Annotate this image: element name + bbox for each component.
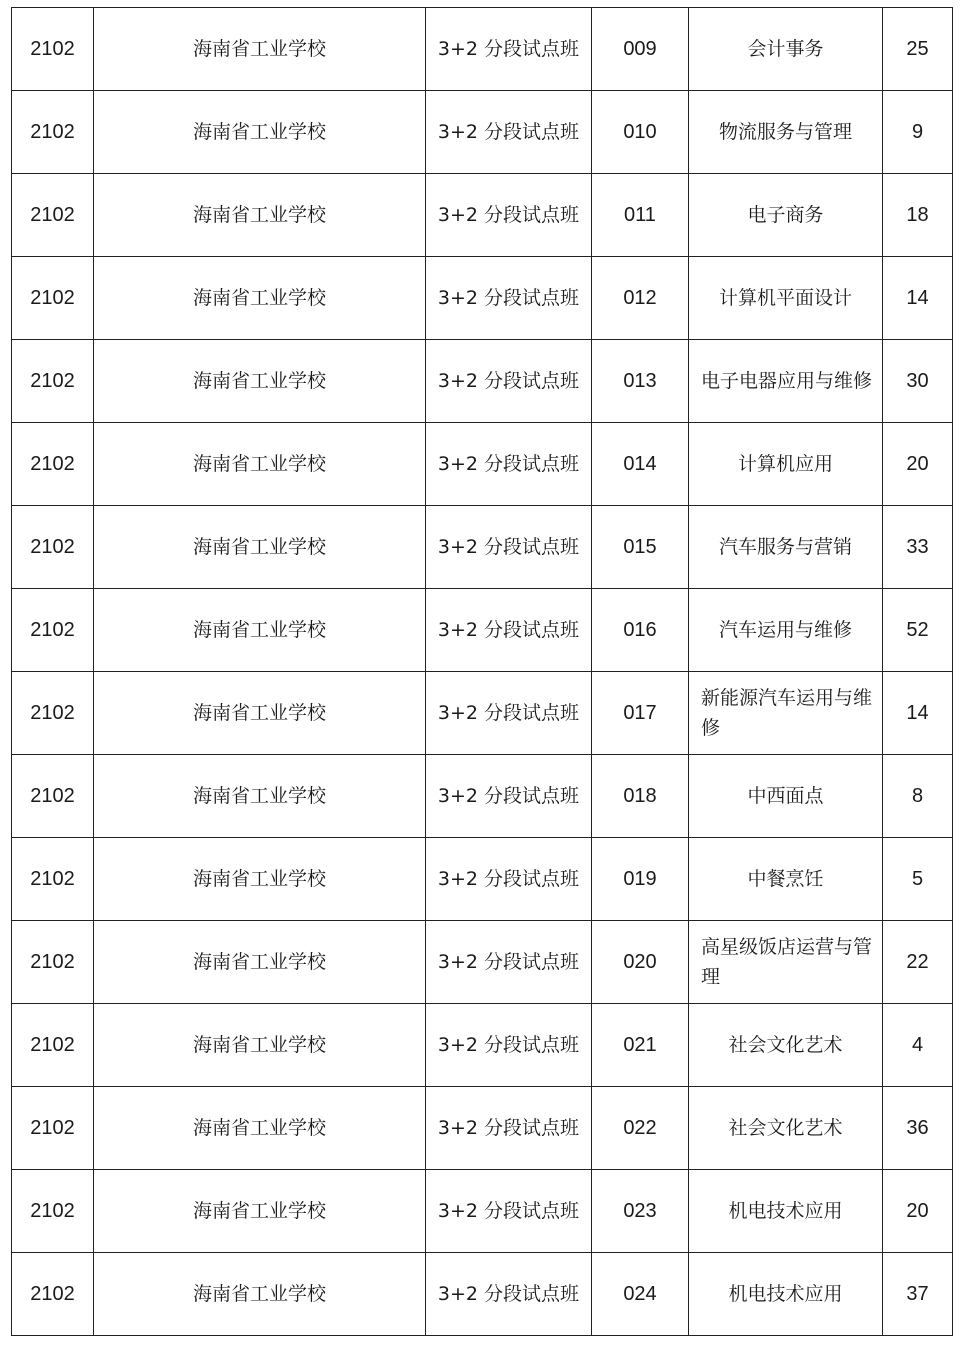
program-type-cell: 3+2 分段试点班 — [426, 921, 592, 1004]
enrollment-count-cell: 22 — [883, 921, 953, 1004]
table-row — [12, 423, 953, 506]
school-name-cell: 海南省工业学校 — [94, 1253, 426, 1336]
school-name-cell: 海南省工业学校 — [94, 921, 426, 1004]
major-code-cell: 010 — [592, 91, 689, 174]
major-code-cell: 015 — [592, 506, 689, 589]
school-code-cell: 2102 — [12, 1170, 94, 1253]
table-row — [12, 174, 953, 257]
school-name-cell: 海南省工业学校 — [94, 1004, 426, 1087]
school-code-cell: 2102 — [12, 838, 94, 921]
enrollment-count-cell: 18 — [883, 174, 953, 257]
school-code-cell: 2102 — [12, 506, 94, 589]
table-row — [12, 340, 953, 423]
program-type-cell: 3+2 分段试点班 — [426, 91, 592, 174]
school-name-cell: 海南省工业学校 — [94, 8, 426, 91]
enrollment-count-cell: 30 — [883, 340, 953, 423]
school-code-cell: 2102 — [12, 91, 94, 174]
school-name-cell: 海南省工业学校 — [94, 1170, 426, 1253]
major-name-cell: 高星级饭店运营与管理 — [689, 921, 883, 1004]
program-type-cell: 3+2 分段试点班 — [426, 1004, 592, 1087]
major-name-cell: 计算机平面设计 — [689, 257, 883, 340]
program-type-cell: 3+2 分段试点班 — [426, 1170, 592, 1253]
school-code-cell: 2102 — [12, 8, 94, 91]
program-type-cell: 3+2 分段试点班 — [426, 1253, 592, 1336]
school-name-cell: 海南省工业学校 — [94, 755, 426, 838]
school-code-cell: 2102 — [12, 755, 94, 838]
major-code-cell: 018 — [592, 755, 689, 838]
major-name-cell: 社会文化艺术 — [689, 1004, 883, 1087]
school-code-cell: 2102 — [12, 921, 94, 1004]
school-name-cell: 海南省工业学校 — [94, 506, 426, 589]
school-code-cell: 2102 — [12, 1087, 94, 1170]
major-code-cell: 023 — [592, 1170, 689, 1253]
school-code-cell: 2102 — [12, 1253, 94, 1336]
major-code-cell: 017 — [592, 672, 689, 755]
enrollment-count-cell: 20 — [883, 423, 953, 506]
school-code-cell: 2102 — [12, 1004, 94, 1087]
enrollment-count-cell: 33 — [883, 506, 953, 589]
major-name-cell: 会计事务 — [689, 8, 883, 91]
school-name-cell: 海南省工业学校 — [94, 672, 426, 755]
program-type-cell: 3+2 分段试点班 — [426, 257, 592, 340]
table-row — [12, 921, 953, 1004]
school-code-cell: 2102 — [12, 589, 94, 672]
school-code-cell: 2102 — [12, 672, 94, 755]
table-row — [12, 838, 953, 921]
enrollment-count-cell: 52 — [883, 589, 953, 672]
table-row — [12, 8, 953, 91]
table-row — [12, 1004, 953, 1087]
table-row — [12, 1170, 953, 1253]
major-name-cell: 机电技术应用 — [689, 1253, 883, 1336]
program-type-cell: 3+2 分段试点班 — [426, 8, 592, 91]
major-code-cell: 011 — [592, 174, 689, 257]
school-name-cell: 海南省工业学校 — [94, 423, 426, 506]
table-row — [12, 91, 953, 174]
table-row — [12, 257, 953, 340]
school-name-cell: 海南省工业学校 — [94, 589, 426, 672]
program-type-cell: 3+2 分段试点班 — [426, 340, 592, 423]
major-code-cell: 016 — [592, 589, 689, 672]
major-code-cell: 020 — [592, 921, 689, 1004]
major-name-cell: 社会文化艺术 — [689, 1087, 883, 1170]
program-type-cell: 3+2 分段试点班 — [426, 423, 592, 506]
program-type-cell: 3+2 分段试点班 — [426, 755, 592, 838]
enrollment-count-cell: 5 — [883, 838, 953, 921]
major-code-cell: 021 — [592, 1004, 689, 1087]
major-code-cell: 019 — [592, 838, 689, 921]
table-row — [12, 506, 953, 589]
major-name-cell: 中西面点 — [689, 755, 883, 838]
table-row — [12, 1087, 953, 1170]
school-code-cell: 2102 — [12, 174, 94, 257]
school-name-cell: 海南省工业学校 — [94, 1087, 426, 1170]
enrollment-count-cell: 8 — [883, 755, 953, 838]
enrollment-count-cell: 37 — [883, 1253, 953, 1336]
major-name-cell: 电子电器应用与维修 — [689, 340, 883, 423]
school-code-cell: 2102 — [12, 423, 94, 506]
major-name-cell: 汽车服务与营销 — [689, 506, 883, 589]
major-name-cell: 新能源汽车运用与维修 — [689, 672, 883, 755]
major-code-cell: 014 — [592, 423, 689, 506]
table-row — [12, 589, 953, 672]
major-code-cell: 022 — [592, 1087, 689, 1170]
major-name-cell: 物流服务与管理 — [689, 91, 883, 174]
school-name-cell: 海南省工业学校 — [94, 174, 426, 257]
major-code-cell: 013 — [592, 340, 689, 423]
major-name-cell: 机电技术应用 — [689, 1170, 883, 1253]
major-name-cell: 计算机应用 — [689, 423, 883, 506]
major-code-cell: 012 — [592, 257, 689, 340]
enrollment-count-cell: 14 — [883, 672, 953, 755]
enrollment-count-cell: 4 — [883, 1004, 953, 1087]
table-row — [12, 755, 953, 838]
program-type-cell: 3+2 分段试点班 — [426, 838, 592, 921]
table-body — [12, 8, 953, 1336]
enrollment-table-page — [11, 7, 953, 1336]
major-name-cell: 汽车运用与维修 — [689, 589, 883, 672]
program-type-cell: 3+2 分段试点班 — [426, 174, 592, 257]
school-name-cell: 海南省工业学校 — [94, 838, 426, 921]
enrollment-table — [11, 7, 953, 1336]
school-code-cell: 2102 — [12, 257, 94, 340]
enrollment-count-cell: 9 — [883, 91, 953, 174]
school-name-cell: 海南省工业学校 — [94, 340, 426, 423]
program-type-cell: 3+2 分段试点班 — [426, 506, 592, 589]
school-name-cell: 海南省工业学校 — [94, 257, 426, 340]
program-type-cell: 3+2 分段试点班 — [426, 672, 592, 755]
school-code-cell: 2102 — [12, 340, 94, 423]
school-name-cell: 海南省工业学校 — [94, 91, 426, 174]
enrollment-count-cell: 20 — [883, 1170, 953, 1253]
program-type-cell: 3+2 分段试点班 — [426, 1087, 592, 1170]
enrollment-count-cell: 14 — [883, 257, 953, 340]
major-name-cell: 中餐烹饪 — [689, 838, 883, 921]
program-type-cell: 3+2 分段试点班 — [426, 589, 592, 672]
major-code-cell: 009 — [592, 8, 689, 91]
table-row — [12, 1253, 953, 1336]
major-code-cell: 024 — [592, 1253, 689, 1336]
major-name-cell: 电子商务 — [689, 174, 883, 257]
enrollment-count-cell: 36 — [883, 1087, 953, 1170]
table-row — [12, 672, 953, 755]
enrollment-count-cell: 25 — [883, 8, 953, 91]
